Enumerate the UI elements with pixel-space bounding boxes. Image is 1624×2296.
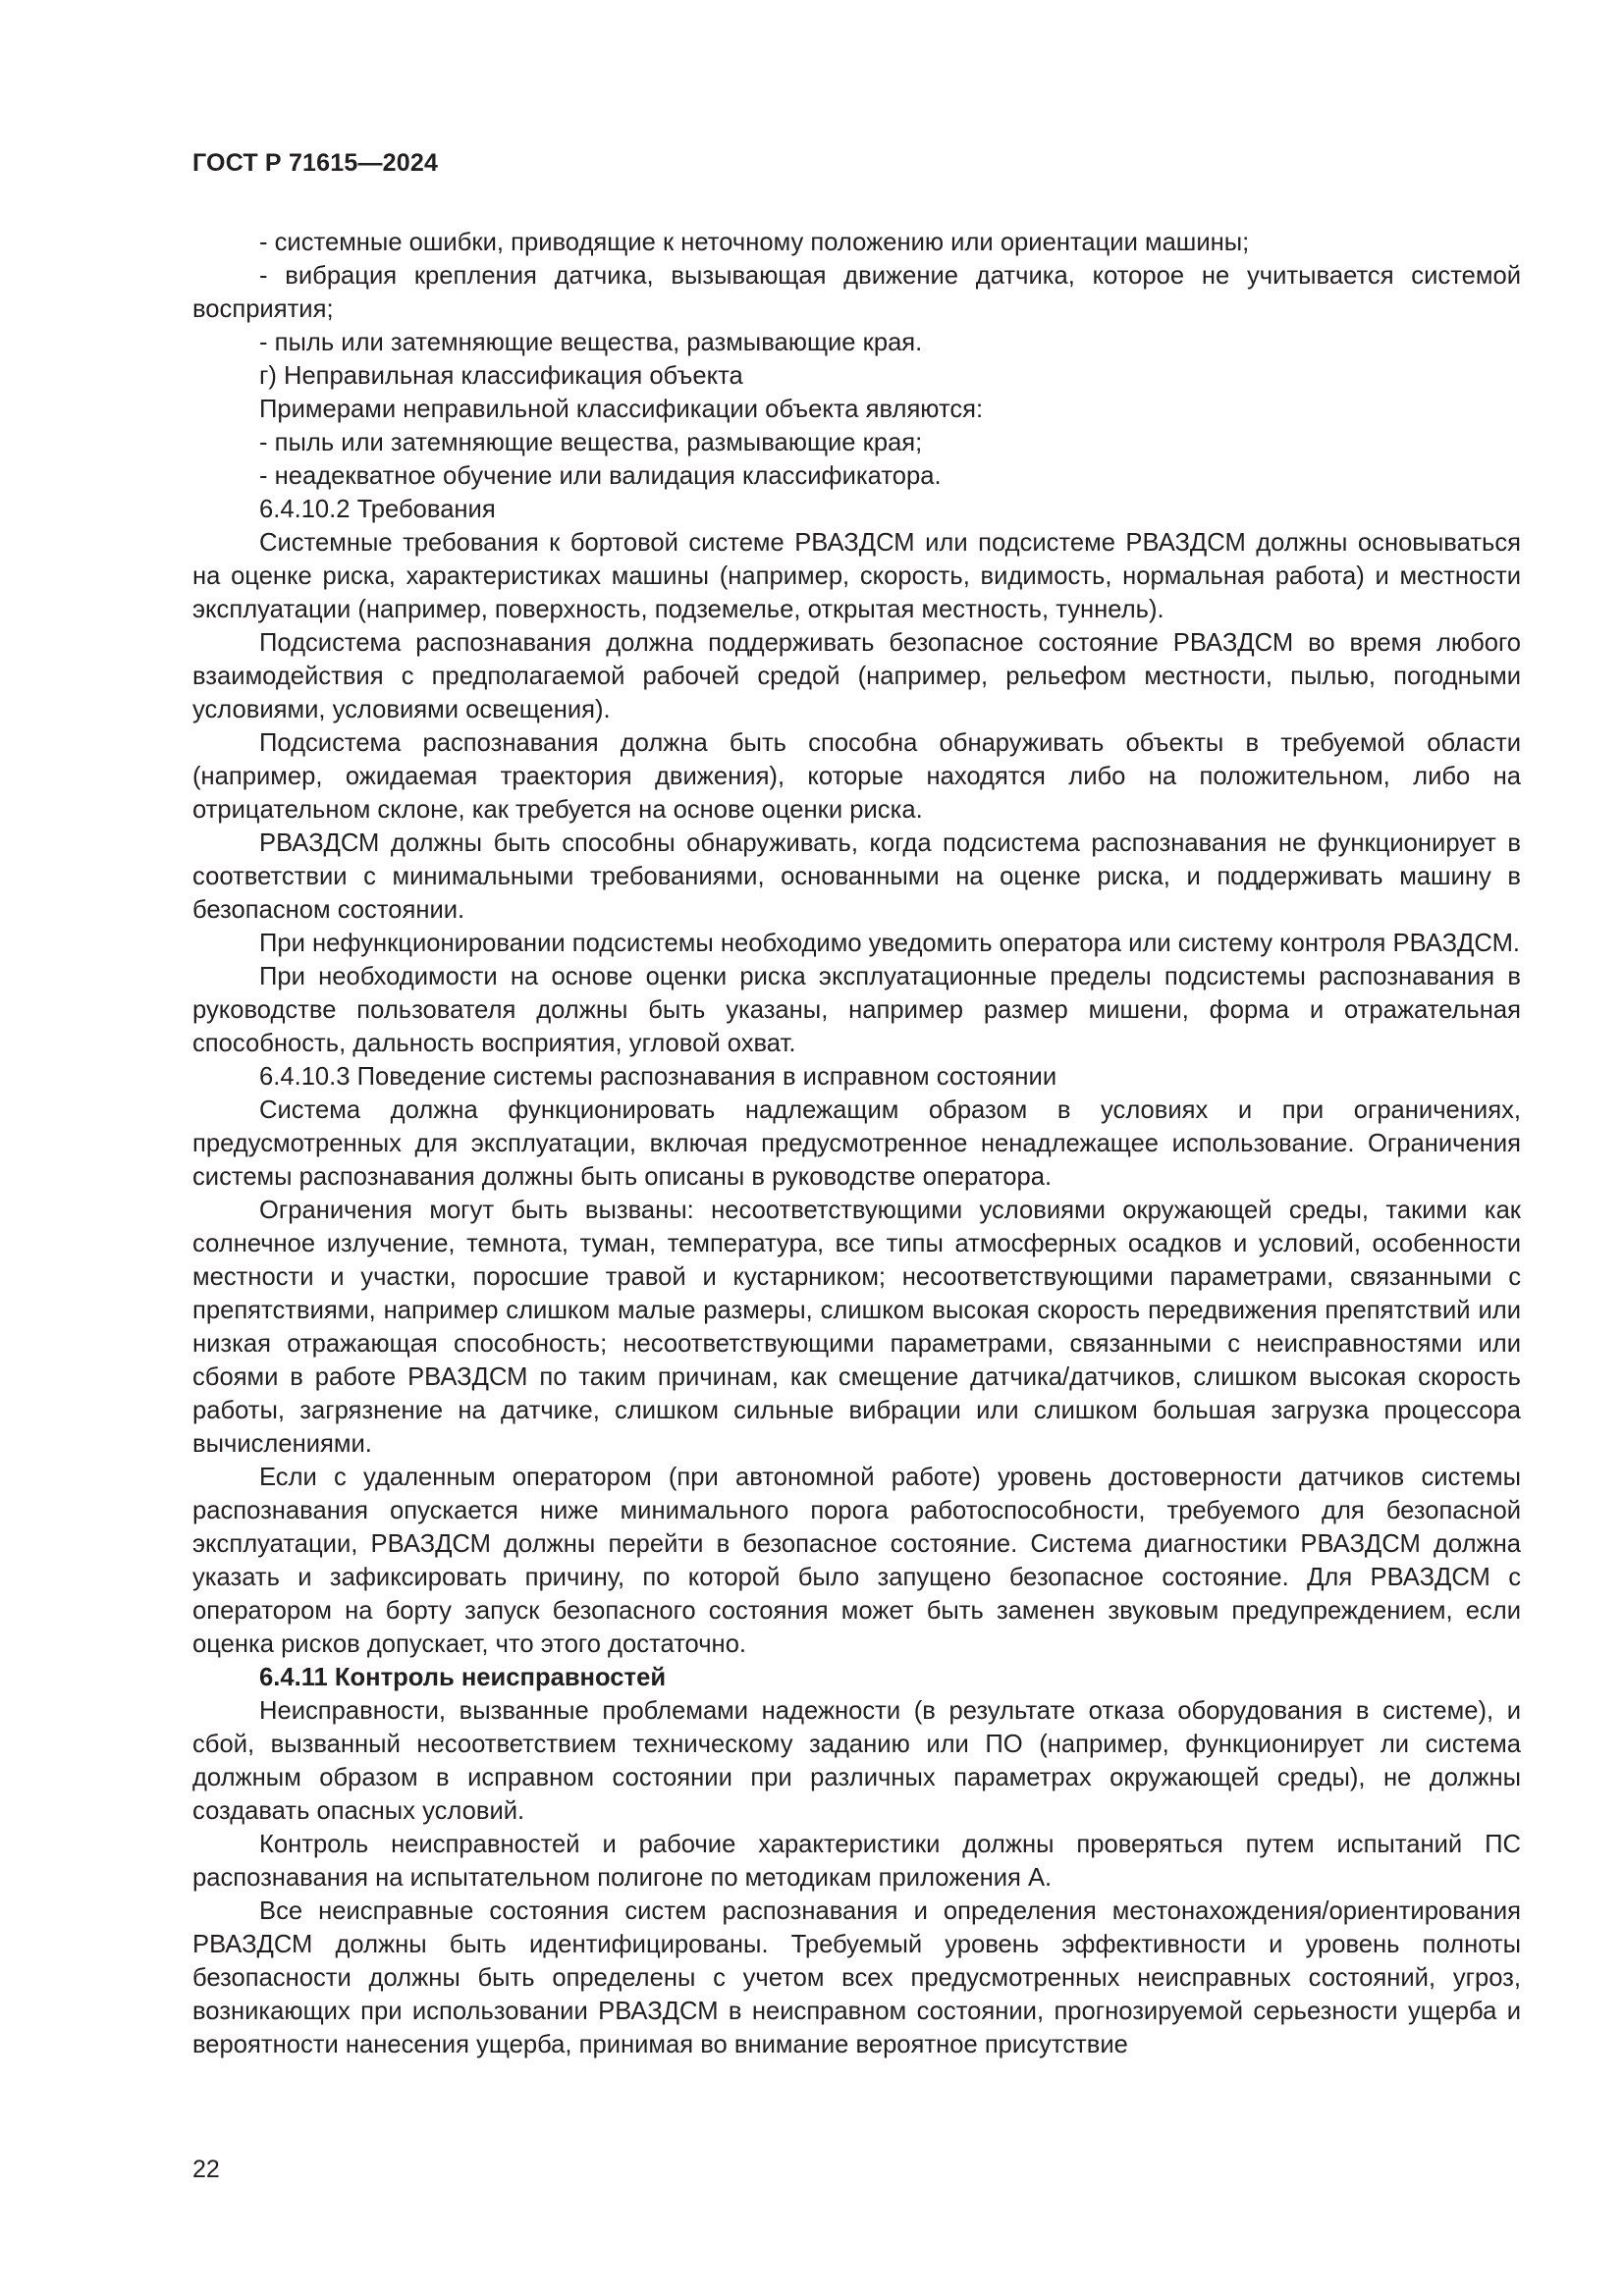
paragraph: Неисправности, вызванные проблемами надежности (в результате отказа оборудования в системе), и сбой, вызванный несоответствием техническому заданию или ПО (например, функционирует ли система должным образом в исправном состоянии при различных параметрах окружающей среды), не должны создавать опасных условий.	[192, 1697, 1521, 1825]
paragraph: Все неисправные состояния систем распознавания и определения местонахождения/ориентирования РВАЗДСМ должны быть идентифицированы. Требуемый уровень эффективности и уровень полноты безопасности должны быть определены с учетом всех предусмотренных неисправных состояний, угроз, возникающих при использовании РВАЗДСМ в неисправном состоянии, прогнозируемой серьезности ущерба и вероятности нанесения ущерба, принимая во внимание вероятное присутствие	[192, 1897, 1521, 2058]
paragraph: При необходимости на основе оценки риска эксплуатационные пределы подсистемы распознавания в руководстве пользователя должны быть указаны, например размер мишени, форма и отражательная способность, дальность восприятия, угловой охват.	[192, 963, 1521, 1057]
paragraph: Подсистема распознавания должна быть способна обнаруживать объекты в требуемой области (например, ожидаемая траектория движения), которые находятся либо на положительном, либо на отрицательном склоне, как требуется на основе оценки риска.	[192, 729, 1521, 824]
paragraph: - системные ошибки, приводящие к неточному положению или ориентации машины;	[259, 229, 1250, 256]
paragraph: г) Неправильная классификация объекта	[259, 362, 743, 390]
paragraph: Примерами неправильной классификации объекта являются:	[259, 396, 984, 423]
paragraph: При нефункционировании подсистемы необходимо уведомить оператора или систему контроля РВАЗДСМ.	[259, 930, 1521, 957]
paragraph: - пыль или затемняющие вещества, размывающие края;	[259, 429, 923, 456]
paragraph: - вибрация крепления датчика, вызывающая движение датчика, которое не учитывается системой восприятия;	[192, 262, 1521, 323]
section-heading: 6.4.10.3 Поведение системы распознавания в исправном состоянии	[259, 1063, 1057, 1091]
document-body	[192, 226, 1521, 2061]
page-number: 22	[192, 2156, 220, 2183]
paragraph: РВАЗДСМ должны быть способны обнаруживать, когда подсистема распознавания не функционирует в соответствии с минимальными требованиями, основанными на оценке риска, и поддерживать машину в безопасном состоянии.	[192, 829, 1521, 924]
paragraph: Система должна функционировать надлежащим образом в условиях и при ограничениях, предусмотренных для эксплуатации, включая предусмотренное ненадлежащее использование. Ограничения системы распознавания должны быть описаны в руководстве оператора.	[192, 1096, 1521, 1191]
paragraph: - неадекватное обучение или валидация классификатора.	[259, 462, 942, 490]
paragraph: Ограничения могут быть вызваны: несоответствующими условиями окружающей среды, такими как солнечное излучение, темнота, туман, температура, все типы атмосферных осадков и условий, особенности местности и участки, поросшие травой и кустарником; несоответствующими параметрами, связанными с препятствиями, например слишком малые размеры, слишком высокая скорость передвижения препятствий или низкая отражающая способность; несоответствующими параметрами, связанными с неисправностями или сбоями в работе РВАЗДСМ по таким причинам, как смещение датчика/датчиков, слишком высокая скорость работы, загрязнение на датчике, слишком сильные вибрации или слишком большая загрузка процессора вычислениями.	[192, 1197, 1521, 1458]
paragraph: - пыль или затемняющие вещества, размывающие края.	[259, 329, 923, 356]
paragraph: Подсистема распознавания должна поддерживать безопасное состояние РВАЗДСМ во время любого взаимодействия с предполагаемой рабочей средой (например, рельефом местности, пылью, погодными условиями, условиями освещения).	[192, 629, 1521, 723]
paragraph: Если с удаленным оператором (при автономной работе) уровень достоверности датчиков системы распознавания опускается ниже минимального порога работоспособности, требуемого для безопасной эксплуатации, РВАЗДСМ должны перейти в безопасное состояние. Система диагностики РВАЗДСМ должна указать и зафиксировать причину, по которой было запущено безопасное состояние. Для РВАЗДСМ с оператором на борту запуск безопасного состояния может быть заменен звуковым предупреждением, если оценка рисков допускает, что этого достаточно.	[192, 1464, 1521, 1658]
paragraph: Контроль неисправностей и рабочие характеристики должны проверяться путем испытаний ПС распознавания на испытательном полигоне по методикам приложения А.	[192, 1831, 1521, 1892]
section-heading-bold: 6.4.11 Контроль неисправностей	[259, 1664, 667, 1691]
paragraph: Системные требования к бортовой системе РВАЗДСМ или подсистеме РВАЗДСМ должны основываться на оценке риска, характеристиках машины (например, скорость, видимость, нормальная работа) и местности эксплуатации (например, поверхность, подземелье, открытая местность, туннель).	[192, 529, 1521, 623]
section-heading: 6.4.10.2 Требования	[259, 496, 496, 523]
document-code-header: ГОСТ Р 71615—2024	[192, 149, 439, 177]
